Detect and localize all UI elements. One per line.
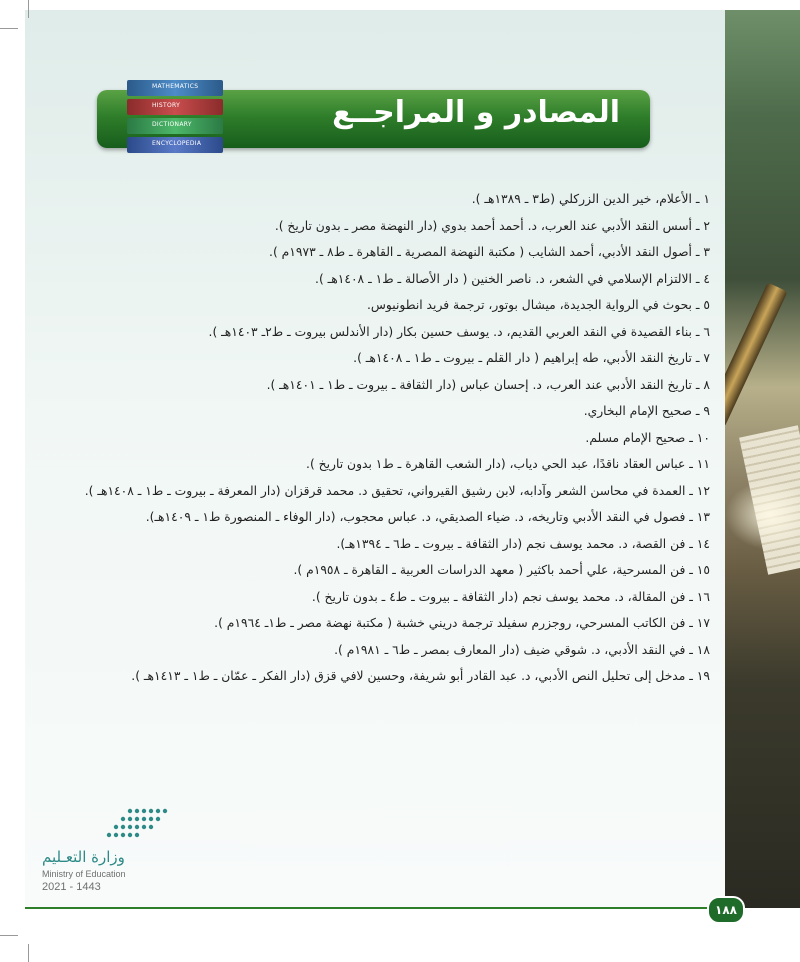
- reference-item: ٤ ـ الالتزام الإسلامي في الشعر، د. ناصر الخنين ( دار الأصالة ـ ط١ ـ ١٤٠٨هـ ).: [315, 271, 710, 286]
- crop-mark: [28, 0, 29, 18]
- reference-item: ١٨ ـ في النقد الأدبي، د. شوقي ضيف (دار المعارف بمصر ـ ط٦ ـ ١٩٨١م ).: [334, 642, 710, 657]
- ministry-name-english: Ministry of Education: [42, 869, 126, 879]
- crop-mark: [0, 28, 18, 29]
- reference-item: ٩ ـ صحيح الإمام البخاري.: [583, 404, 710, 418]
- page-title: المصادر و المراجــع: [332, 95, 620, 130]
- fountain-pen-image: [725, 282, 788, 427]
- footer-rule: [25, 907, 710, 909]
- reference-item: ١١ ـ عباس العقاد ناقدًا، عبد الحي دياب، (دار الشعب القاهرة ـ ط١ بدون تاريخ ).: [306, 457, 710, 471]
- edition-year: 2021 - 1443: [42, 881, 101, 893]
- reference-item: ١٦ ـ فن المقالة، د. محمد يوسف نجم (دار الثقافة ـ بيروت ـ ط٤ ـ بدون تاريخ ).: [311, 589, 710, 604]
- reference-item: ٧ ـ تاريخ النقد الأدبي، طه إبراهيم ( دار القلم ـ بيروت ـ ط١ ـ ١٤٠٨هـ ).: [353, 351, 710, 365]
- book-icon: [127, 137, 223, 153]
- decorative-photo-strip: [725, 10, 800, 908]
- reference-item: ٦ ـ بناء القصيدة في النقد العربي القديم، د. يوسف حسين بكار (دار الأندلس بيروت ـ ط٢ـ ١٤٠٣هـ ).: [208, 324, 710, 339]
- ministry-logo: [42, 808, 182, 898]
- reference-item: ٢ ـ أسس النقد الأدبي عند العرب، د. أحمد أحمد بدوي (دار النهضة مصر ـ بدون تاريخ ).: [274, 218, 710, 233]
- crop-mark: [0, 935, 18, 936]
- book-icon: [127, 99, 223, 115]
- references-list: [70, 186, 710, 690]
- book-spine-label: DICTIONARY: [152, 121, 192, 128]
- reference-item: ١٥ ـ فن المسرحية، علي أحمد باكثير ( معهد الدراسات العربية ـ القاهرة ـ ١٩٥٨م ).: [293, 563, 710, 577]
- ministry-dots-icon: [90, 808, 170, 840]
- page-number: ١٨٨: [707, 896, 745, 924]
- book-spine-label: HISTORY: [152, 102, 181, 109]
- books-stack-icon: [127, 80, 223, 158]
- light-glare: [725, 480, 800, 550]
- reference-item: ١٠ ـ صحيح الإمام مسلم.: [585, 430, 710, 445]
- book-spine-label: ENCYCLOPEDIA: [152, 140, 202, 147]
- reference-item: ١٤ ـ فن القصة، د. محمد يوسف نجم (دار الثقافة ـ بيروت ـ ط٦ ـ ١٣٩٤هـ).: [336, 536, 710, 551]
- reference-item: ١٣ ـ فصول في النقد الأدبي وتاريخه، د. ضياء الصديقي، د. عباس محجوب، (دار الوفاء ـ المنصورة ط١ ـ ١٤٠٩هـ).: [145, 510, 710, 524]
- crop-mark: [28, 944, 29, 962]
- reference-item: ١٢ ـ العمدة في محاسن الشعر وآدابه، لابن رشيق القيرواني، تحقيق د. محمد قرقزان (دار المعرفة ـ بيروت ـ ط١ ـ ١٤٠٨هـ ).: [84, 483, 710, 498]
- book-spine-label: MATHEMATICS: [152, 83, 199, 90]
- reference-item: ١٩ ـ مدخل إلى تحليل النص الأدبي، د. عبد القادر أبو شريفة، وحسين لافي قزق (دار الفكر ـ عمّان ـ ط١ ـ ١٤١٣هـ ).: [131, 669, 710, 683]
- ministry-name-arabic: وزارة التعـليم: [42, 848, 125, 866]
- reference-item: ٥ ـ بحوث في الرواية الجديدة، ميشال بوتور، ترجمة فريد انطونيوس.: [366, 298, 710, 312]
- reference-item: ٨ ـ تاريخ النقد الأدبي عند العرب، د. إحسان عباس (دار الثقافة ـ بيروت ـ ط١ ـ ١٤٠١هـ ).: [266, 377, 710, 392]
- reference-item: ١ ـ الأعلام، خير الدين الزركلي (ط٣ ـ ١٣٨٩هـ ).: [471, 192, 710, 206]
- reference-item: ١٧ ـ فن الكاتب المسرحي، روجزرم سفيلد ترجمة دريني خشبة ( مكتبة نهضة مصر ـ ط١ـ ١٩٦٤م ).: [214, 616, 710, 630]
- reference-item: ٣ ـ أصول النقد الأدبي، أحمد الشايب ( مكتبة النهضة المصرية ـ القاهرة ـ ط٨ ـ ١٩٧٣م ).: [269, 245, 710, 259]
- book-icon: [127, 118, 223, 134]
- book-icon: [127, 80, 223, 96]
